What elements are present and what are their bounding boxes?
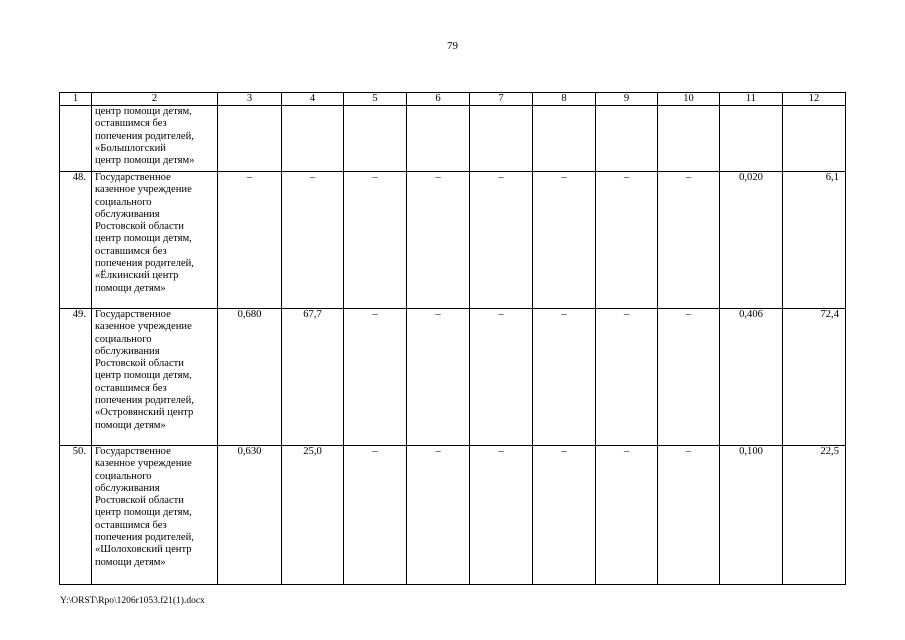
value-cell: 67,7 [282,309,344,446]
value-cell: – [344,446,407,585]
header-row [60,93,846,106]
institution-name: центр помощи детям, оставшимся без попечения родителей, «Большлогский центр помощи детям» [92,106,218,172]
table-row [60,106,846,172]
value-cell [783,106,846,172]
value-cell: 25,0 [282,446,344,585]
column-header: 12 [783,93,846,106]
value-cell [720,106,783,172]
value-cell: 0,406 [720,309,783,446]
row-number: 50. [60,446,92,585]
column-header: 6 [407,93,470,106]
value-cell: – [596,172,658,309]
table-row [60,309,846,446]
value-cell: – [344,172,407,309]
value-cell: – [407,172,470,309]
value-cell: 0,020 [720,172,783,309]
value-cell: – [407,446,470,585]
column-header: 3 [218,93,282,106]
value-cell: – [344,309,407,446]
institution-name: Государственное казенное учреждение социального обслуживания Ростовской области центр помощи детям, оставшимся без попечения родителей, «Шолоховский центр помощи детям» [92,446,218,585]
value-cell: 0,100 [720,446,783,585]
column-header: 9 [596,93,658,106]
table-row [60,172,846,309]
data-table [59,92,846,585]
value-cell: – [470,446,533,585]
column-header: 10 [658,93,720,106]
column-header: 2 [92,93,218,106]
value-cell: – [596,446,658,585]
institution-name: Государственное казенное учреждение социального обслуживания Ростовской области центр помощи детям, оставшимся без попечения родителей, «Островянский центр помощи детям» [92,309,218,446]
row-number [60,106,92,172]
value-cell: 0,680 [218,309,282,446]
value-cell [218,106,282,172]
value-cell: – [218,172,282,309]
page-number: 79 [447,40,458,52]
value-cell [596,106,658,172]
value-cell [282,106,344,172]
value-cell [470,106,533,172]
value-cell: – [407,309,470,446]
value-cell: 6,1 [783,172,846,309]
value-cell [533,106,596,172]
column-header: 4 [282,93,344,106]
institution-name: Государственное казенное учреждение социального обслуживания Ростовской области центр помощи детям, оставшимся без попечения родителей, «Ёлкинский центр помощи детям» [92,172,218,309]
column-header: 11 [720,93,783,106]
value-cell: – [533,172,596,309]
footer-file-path: Y:\ORST\Rpo\1206r1053.f21(1).docx [60,596,205,606]
value-cell: – [658,172,720,309]
value-cell: – [470,172,533,309]
column-header: 5 [344,93,407,106]
value-cell: 22,5 [783,446,846,585]
value-cell [344,106,407,172]
value-cell: – [596,309,658,446]
value-cell: – [658,309,720,446]
value-cell: 0,630 [218,446,282,585]
column-header: 8 [533,93,596,106]
table-row [60,446,846,585]
value-cell: 72,4 [783,309,846,446]
value-cell: – [282,172,344,309]
value-cell [407,106,470,172]
row-number: 49. [60,309,92,446]
value-cell: – [533,446,596,585]
value-cell [658,106,720,172]
table-body [60,93,846,585]
row-number: 48. [60,172,92,309]
value-cell: – [658,446,720,585]
value-cell: – [470,309,533,446]
value-cell: – [533,309,596,446]
column-header: 7 [470,93,533,106]
column-header: 1 [60,93,92,106]
